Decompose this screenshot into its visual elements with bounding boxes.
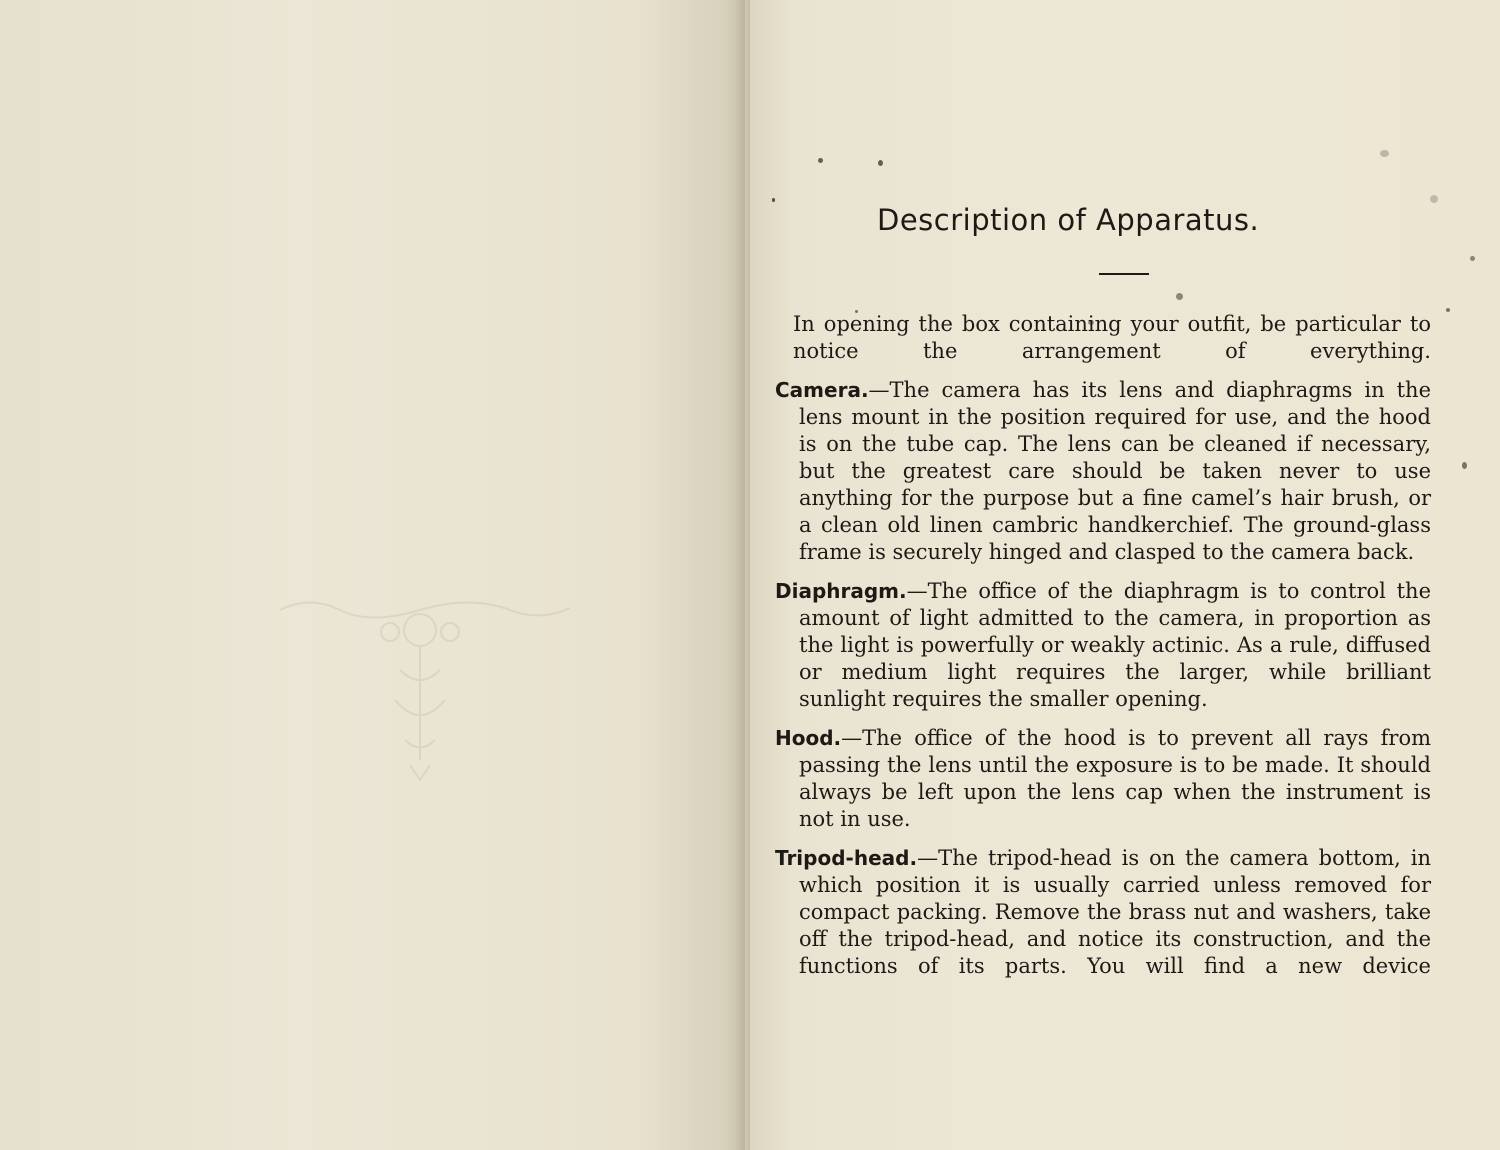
intro-paragraph [775,311,1431,365]
section-text: —The tripod-head is on the camera bottom, in which position it is usually carried unless removed for compact packing. Remove the brass nut and washers, take off the tripod-head, and notice its construction, and the functions of its parts. You will find a new device [799,846,1431,978]
section-term: Hood. [775,726,842,750]
section-diaphragm [775,578,1431,713]
speck [1430,195,1438,203]
speck [818,158,823,163]
section-term: Tripod-head. [775,846,918,870]
section-tripod-head [775,845,1431,980]
show-through-text [90,48,740,239]
speck [1462,462,1467,469]
page-content [775,195,1431,992]
speck [878,160,883,166]
intro-text: In opening the box containing your outfit, be particular to notice the arrangement of everything. [793,312,1431,363]
section-term: Diaphragm. [775,579,907,603]
speck [1446,308,1450,312]
page-title: Description of Apparatus. [877,203,1260,237]
ornament-show-through [270,590,580,790]
speck [1470,256,1475,261]
section-text: —The camera has its lens and diaphragms in the lens mount in the position required for use, and the hood is on the tube cap. The lens can be cleaned if necessary, but the greatest care should be taken never to use anything for the purpose but a fine camel’s hair brush, or a clean old linen cambric handkerchief. The ground-glass frame is securely hinged and clasped to the camera back. [799,378,1431,564]
left-page [0,0,745,1150]
speck [1380,150,1389,157]
title-rule [1099,273,1149,275]
section-hood [775,725,1431,833]
section-term: Camera. [775,378,869,402]
section-text: —The office of the hood is to prevent all rays from passing the lens until the exposure is to be made. It should always be left upon the lens cap when the instrument is not in use. [799,726,1431,831]
section-text: —The office of the diaphragm is to control the amount of light admitted to the camera, in proportion as the light is powerfully or weakly actinic. As a rule, diffused or medium light requires the larger, while brilliant sunlight requires the smaller opening. [799,579,1431,711]
section-camera [775,377,1431,566]
